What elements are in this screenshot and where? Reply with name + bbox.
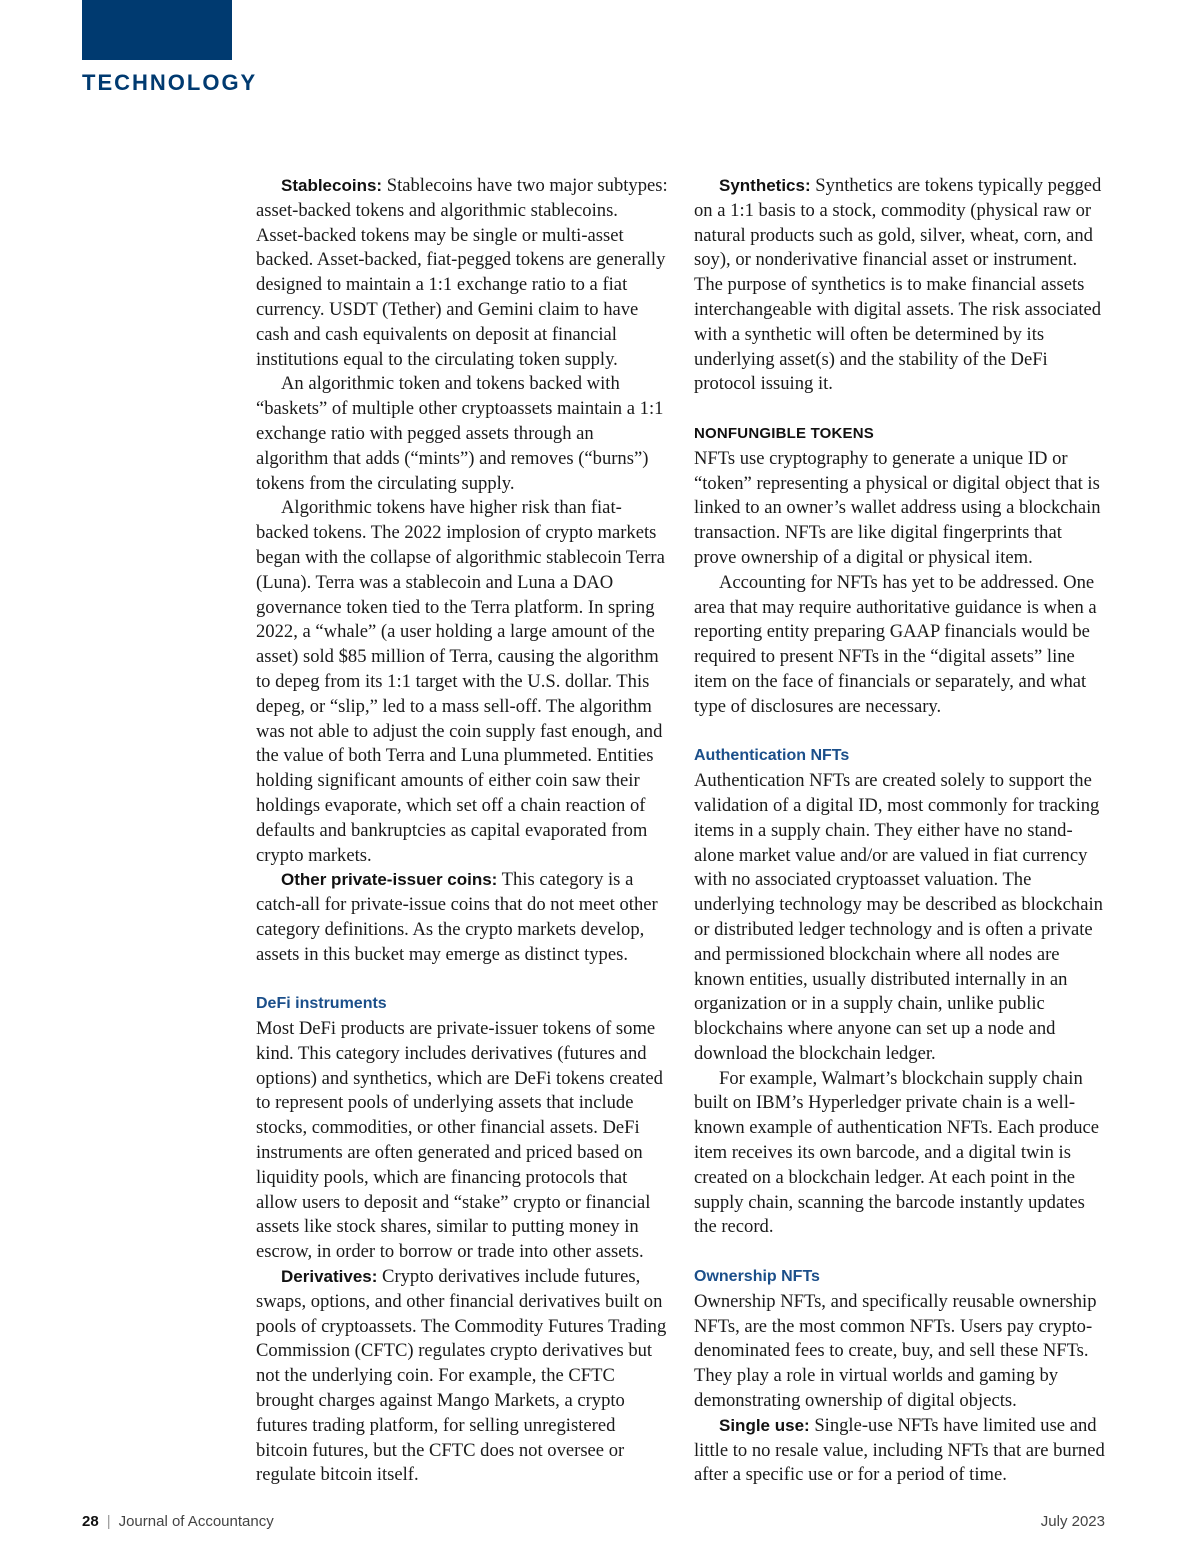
algorithmic-paragraph-1: An algorithmic token and tokens backed with “baskets” of multiple other cryptoassets maintain a 1:1 exchange ratio with pegged assets through an algorithm that adds (“mints”) and removes (“burns”) tokens from the circulating supply. (256, 373, 664, 494)
issue-date: July 2023 (1040, 1513, 1105, 1530)
single-use-lead: Single use: (719, 1415, 810, 1435)
ownership-nfts-heading: Ownership NFTs (694, 1268, 820, 1286)
section-label: TECHNOLOGY (82, 70, 258, 95)
synthetics-text: Synthetics are tokens typically pegged on a 1:1 basis to a stock, commodity (physical raw or natural products such as gold, silver, wheat, corn, and soy), or nonderivative financial asset or instrument. The purpose of synthetics is to make financial assets interchangeable with digital assets. The risk associated with a synthetic will often be determined by its underlying asset(s) and the stability of the DeFi protocol issuing it. (694, 175, 1102, 395)
algorithmic-paragraph-2: Algorithmic tokens have higher risk than fiat-backed tokens. The 2022 implosion of crypto markets began with the collapse of algorithmic stablecoin Terra (Luna). Terra was a stablecoin and Luna a DAO governance token tied to the Terra platform. In spring 2022, a “whale” (a user holding a large amount of the asset) sold $85 million of Terra, causing the algorithm to depeg from its 1:1 target with the U.S. dollar. This depeg, or “slip,” led to a mass sell-off. The algorithm was not able to adjust the coin supply fast enough, and the value of both Terra and Luna plummeted. Entities holding significant amounts of either coin saw their holdings evaporate, which set off a chain reaction of defaults and bankruptcies as capital evaporated from crypto markets. (256, 497, 665, 866)
synthetics-lead: Synthetics: (719, 176, 811, 195)
journal-name: Journal of Accountancy (118, 1513, 274, 1530)
single-use-paragraph (694, 1414, 1108, 1488)
stablecoins-lead: Stablecoins: (281, 176, 383, 195)
footer-left (82, 1513, 274, 1530)
other-coins-text: This category is a catch-all for private-issue coins that do not meet other category definitions. As the crypto markets develop, assets in this bucket may emerge as distinct types. (256, 869, 658, 965)
page-number: 28 (82, 1513, 99, 1530)
ownership-paragraph: Ownership NFTs, and specifically reusable ownership NFTs, are the most common NFTs. Users pay crypto-denominated fees to create, buy, and sell these NFTs. They play a role in virtual worlds and gaming by demonstrating ownership of digital objects. (694, 1290, 1097, 1412)
synthetics-paragraph (694, 174, 1108, 397)
single-use-text: Single-use NFTs have limited use and little to no resale value, including NFTs that are burned after a specific use or for a period of time. (694, 1414, 1105, 1486)
stablecoins-text: Stablecoins have two major subtypes: asset-backed tokens and algorithmic stablecoins. Asset-backed tokens may be single or multi-asset backed. Asset-backed, fiat-pegged tokens are generally designed to maintain a 1:1 exchange ratio to a fiat currency. USDT (Tether) and Gemini claim to have cash and cash equivalents on deposit at financial institutions equal to the circulating token supply. (256, 175, 668, 370)
derivatives-text: Crypto derivatives include futures, swaps, options, and other financial derivatives built on pools of cryptoassets. The Commodity Futures Trading Commission (CFTC) regulates crypto derivatives but not the underlying coin. For example, the CFTC brought charges against Mango Markets, a crypto futures trading platform, for selling unregistered bitcoin futures, but the CFTC does not oversee or regulate bitcoin itself. (256, 1266, 667, 1486)
footer-separator: | (106, 1513, 111, 1530)
authentication-nfts-heading: Authentication NFTs (694, 747, 850, 765)
nft-paragraph-2: Accounting for NFTs has yet to be addressed. One area that may require authoritative guidance is when a reporting entity preparing GAAP financials would be required to present NFTs in the “digital assets” line item on the face of financials or separately, and what type of disclosures are necessary. (694, 571, 1097, 717)
nft-paragraph-1: NFTs use cryptography to generate a unique ID or “token” representing a physical or digital object that is linked to an owner’s wallet address using a blockchain transaction. NFTs are like digital fingerprints that prove ownership of a digital or physical item. (694, 447, 1101, 568)
nft-heading: NONFUNGIBLE TOKENS (694, 424, 874, 442)
other-coins-paragraph (256, 868, 668, 967)
stablecoins-paragraph (256, 174, 668, 372)
header-color-block (82, 0, 232, 60)
defi-paragraph: Most DeFi products are private-issuer tokens of some kind. This category includes derivatives (futures and options) and synthetics, which are DeFi tokens created to represent pools of underlying assets that include stocks, commodities, or other financial assets. DeFi instruments are often generated and priced based on liquidity pools, which are financing protocols that allow users to deposit and “stake” crypto or financial assets like stock shares, similar to putting money in escrow, in order to borrow or trade into other assets. (256, 1018, 663, 1263)
defi-heading: DeFi instruments (256, 995, 387, 1013)
left-column (256, 174, 668, 1488)
derivatives-lead: Derivatives: (281, 1267, 378, 1287)
derivatives-paragraph (256, 1265, 668, 1488)
other-coins-lead: Other private-issuer coins: (281, 870, 498, 890)
right-column (694, 174, 1108, 1488)
authentication-paragraph-1: Authentication NFTs are created solely to support the validation of a digital ID, most commonly for tracking items in a supply chain. They either have no stand-alone market value and/or are valued in fiat currency with no associated cryptoasset valuation. The underlying technology may be described as blockchain or distributed ledger technology and is often a private and permissioned blockchain where all nodes are known entities, usually distributed internally in an organization or in a supply chain, unlike public blockchains where anyone can set up a node and download the blockchain ledger. (694, 770, 1103, 1064)
authentication-paragraph-2: For example, Walmart’s blockchain supply chain built on IBM’s Hyperledger private chain is a well-known example of authentication NFTs. Each produce item receives its own barcode, and a digital twin is created on a blockchain ledger. At each point in the supply chain, scanning the barcode instantly updates the record. (694, 1067, 1100, 1238)
